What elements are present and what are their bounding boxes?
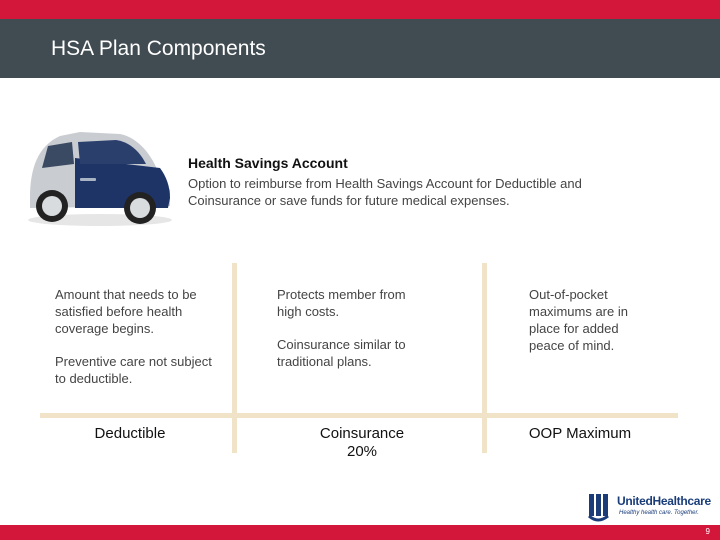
divider-vertical-2 xyxy=(482,263,487,453)
hsa-heading: Health Savings Account xyxy=(188,155,348,171)
divider-vertical-1 xyxy=(232,263,237,453)
divider-horizontal xyxy=(40,413,678,418)
coinsurance-label-text: Coinsurance xyxy=(319,425,405,442)
slide-header xyxy=(0,19,720,78)
coinsurance-description xyxy=(277,286,427,386)
oop-label-text: OOP Maximum xyxy=(528,425,632,442)
deductible-description xyxy=(55,286,220,403)
deductible-text-2: Preventive care not subject to deductible. xyxy=(55,354,212,386)
deductible-label xyxy=(60,425,200,443)
logo-brand-text: UnitedHealthcare xyxy=(617,494,711,508)
oop-label xyxy=(505,425,655,443)
coinsurance-text-2: Coinsurance similar to traditional plans. xyxy=(277,337,406,369)
top-accent-bar xyxy=(0,0,720,19)
bottom-accent-bar xyxy=(0,525,720,540)
logo-tagline: Healthy health care. Together. xyxy=(619,510,699,516)
slide-title: HSA Plan Components xyxy=(51,37,266,60)
oop-description xyxy=(529,286,649,370)
coinsurance-text-1: Protects member from high costs. xyxy=(277,287,406,319)
deductible-text-1: Amount that needs to be satisfied before health coverage begins. xyxy=(55,287,197,336)
logo-mark-icon xyxy=(585,492,613,522)
coinsurance-rate: 20% xyxy=(346,443,378,460)
hsa-description: Option to reimburse from Health Savings Account for Deductible and Coinsurance or save funds for future medical expenses. xyxy=(188,176,582,208)
unitedhealthcare-logo xyxy=(585,492,711,522)
smart-car-image xyxy=(20,128,180,228)
coinsurance-label xyxy=(292,425,432,461)
page-number: 9 xyxy=(705,527,710,536)
deductible-label-text: Deductible xyxy=(94,425,166,442)
oop-text-1: Out-of-pocket maximums are in place for added peace of mind. xyxy=(529,287,628,353)
